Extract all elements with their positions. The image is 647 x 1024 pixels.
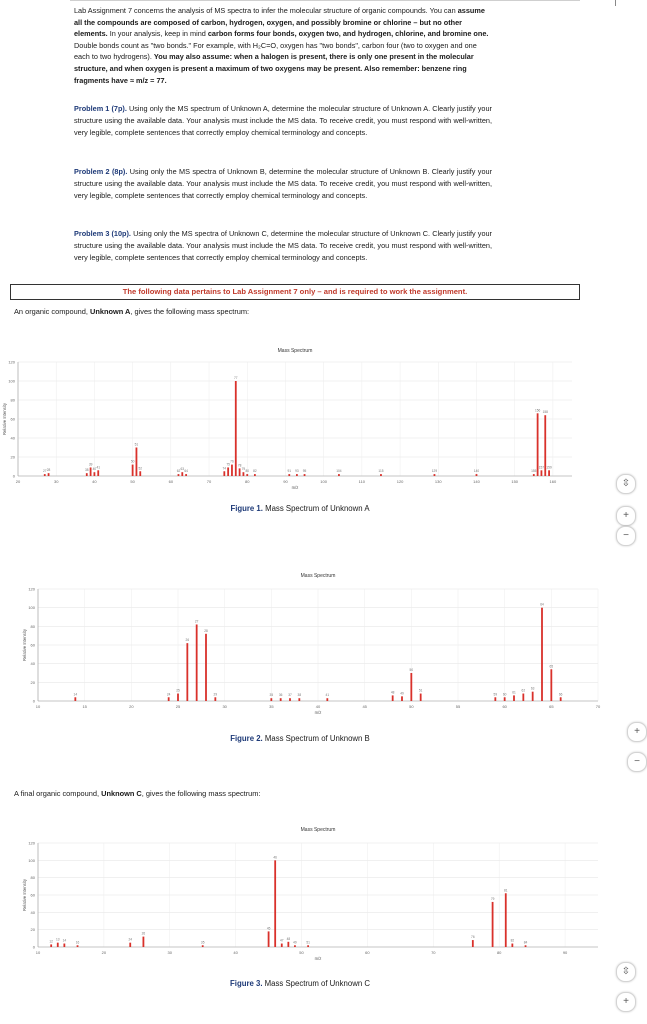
- figure-3-text: Mass Spectrum of Unknown C: [262, 979, 370, 988]
- x-tick-label: 100: [320, 479, 327, 484]
- spectrum-peak: [129, 943, 131, 947]
- peak-label: 60: [502, 692, 507, 697]
- peak-label: 74: [222, 466, 227, 471]
- peak-label: 159: [546, 465, 552, 470]
- spectrum-peak: [298, 698, 300, 701]
- spectrum-peak: [196, 624, 198, 701]
- y-tick-label: 0: [12, 473, 15, 479]
- chart-title: Mass Spectrum: [300, 573, 336, 579]
- intro-text-2: assume all the compounds are composed of carbon, hydrogen, oxygen, and possibly bromine or chlorine – but no other elements.: [74, 6, 485, 39]
- intro-text-3: In your analysis, keep in mind: [107, 29, 208, 39]
- expand-icon-2[interactable]: ⇳: [616, 962, 636, 982]
- unknown-a-intro: [14, 307, 249, 317]
- spectrum-peak: [410, 673, 412, 701]
- spectrum-peak: [90, 467, 92, 476]
- peak-label: 25: [176, 688, 180, 693]
- peak-label: 65: [549, 664, 554, 669]
- x-tick-label: 20: [101, 950, 107, 955]
- intro-text-5: Double bonds count as "two bonds." For example, with H₂C=O, oxygen has "two bonds", carbon four (two to oxygen and one each to two hydrogens).: [74, 40, 477, 62]
- peak-label: 63: [180, 467, 185, 472]
- y-tick-label: 40: [30, 909, 35, 915]
- peak-label: 16: [75, 940, 80, 945]
- spectrum-peak: [63, 944, 65, 947]
- y-tick-label: 80: [30, 623, 35, 629]
- peak-label: 82: [510, 938, 515, 943]
- peak-label: 51: [134, 442, 139, 447]
- peak-label: 48: [286, 936, 291, 941]
- peak-label: 12: [49, 939, 53, 944]
- spectrum-peak: [97, 470, 99, 476]
- peak-label: 37: [288, 693, 292, 698]
- spectrum-peak: [472, 940, 474, 947]
- spectrum-peak: [181, 472, 183, 476]
- mass-spectrum-chart-c: [0, 819, 600, 971]
- figure-2-text: Mass Spectrum of Unknown B: [262, 734, 370, 743]
- peak-label: 50: [409, 668, 414, 672]
- peak-label: 115: [378, 469, 384, 474]
- peak-label: 39: [88, 462, 93, 467]
- problem-2: [74, 166, 492, 202]
- chart-title: Mass Spectrum: [277, 348, 313, 354]
- mass-spectrum-chart-b: [0, 565, 600, 725]
- y-tick-label: 100: [28, 605, 35, 611]
- intro-paragraph: [74, 5, 492, 86]
- peak-label: 104: [336, 469, 342, 474]
- data-notice-box: The following data pertains to Lab Assignment 7 only – and is required to work the assignment.: [10, 284, 580, 300]
- x-tick-label: 150: [511, 479, 519, 484]
- spectrum-peak: [50, 944, 52, 947]
- unknown-a-intro-post: , gives the following mass spectrum:: [130, 307, 250, 316]
- mass-spectrum-chart-a: [0, 340, 600, 500]
- peak-label: 79: [241, 467, 246, 472]
- peak-label: 14: [73, 692, 78, 697]
- peak-label: 13: [55, 937, 60, 942]
- peak-label: 26: [185, 638, 190, 643]
- spectrum-peak: [289, 698, 291, 701]
- peak-label: 27: [42, 469, 47, 474]
- peak-label: 155: [531, 469, 537, 474]
- x-tick-label: 60: [365, 950, 370, 955]
- spectrum-peak: [177, 694, 179, 701]
- figure-3-label: Figure 3.: [230, 979, 263, 988]
- problem-1: [74, 103, 492, 139]
- spectrum-peak: [541, 470, 543, 476]
- y-tick-label: 100: [28, 857, 35, 863]
- y-tick-label: 60: [30, 642, 35, 648]
- x-tick-label: 65: [549, 704, 554, 709]
- spectrum-peak: [202, 945, 204, 947]
- peak-label: 77: [234, 376, 238, 380]
- peak-label: 52: [138, 466, 143, 471]
- spectrum-peak: [550, 669, 552, 701]
- x-tick-label: 140: [473, 479, 480, 484]
- spectrum-peak: [280, 698, 282, 701]
- spectrum-peak: [235, 381, 237, 476]
- peak-label: 28: [46, 468, 51, 473]
- spectrum-peak: [186, 643, 188, 701]
- page-edge-mark: [615, 0, 616, 6]
- peak-label: 29: [213, 692, 218, 697]
- problem-3: [74, 228, 492, 264]
- y-tick-label: 120: [8, 359, 15, 365]
- x-axis-label: m/z: [314, 956, 322, 961]
- peak-label: 129: [431, 469, 438, 474]
- problem-3-title: Problem 3 (10p).: [74, 229, 131, 238]
- y-tick-label: 60: [10, 416, 15, 422]
- y-tick-label: 40: [30, 661, 35, 667]
- peak-label: 91: [287, 469, 292, 474]
- x-tick-label: 120: [396, 479, 404, 484]
- peak-label: 38: [297, 693, 302, 698]
- peak-label: 158: [542, 410, 548, 415]
- x-tick-label: 50: [130, 479, 135, 484]
- x-tick-label: 40: [315, 704, 321, 709]
- zoom-out-button-2[interactable]: −: [627, 752, 647, 772]
- peak-label: 35: [200, 940, 205, 945]
- x-tick-label: 160: [549, 479, 557, 484]
- y-tick-label: 20: [30, 927, 35, 933]
- spectrum-peak: [270, 698, 272, 701]
- y-tick-label: 120: [28, 840, 35, 846]
- x-axis-label: m/z: [314, 710, 322, 715]
- peak-label: 84: [523, 940, 528, 945]
- x-tick-label: 10: [35, 704, 41, 709]
- spectrum-peak: [57, 943, 59, 947]
- x-tick-label: 110: [358, 479, 366, 484]
- peak-label: 41: [96, 465, 101, 470]
- spectrum-peak: [401, 696, 403, 701]
- x-tick-label: 60: [502, 704, 507, 709]
- unknown-c-intro-name: Unknown C: [101, 789, 142, 798]
- x-tick-label: 50: [409, 704, 414, 709]
- peak-label: 45: [266, 926, 271, 931]
- x-tick-label: 70: [595, 704, 601, 709]
- peak-label: 24: [128, 937, 133, 942]
- peak-label: 156: [534, 408, 541, 413]
- intro-text-6: You may also assume: when a halogen is present, there is only one present in the molecular structure, and when oxygen is present a maximum of two oxygens may be present. Also remember: benzene ring fragments have ≈ m/z = 77.: [74, 52, 474, 85]
- y-tick-label: 80: [30, 875, 35, 881]
- spectrum-peak: [168, 697, 170, 701]
- peak-label: 93: [295, 469, 299, 474]
- x-tick-label: 35: [269, 704, 274, 709]
- spectrum-peak: [239, 468, 241, 476]
- y-tick-label: 0: [32, 698, 35, 704]
- peak-label: 49: [293, 940, 297, 945]
- spectrum-peak: [288, 474, 290, 476]
- peak-label: 66: [558, 692, 563, 697]
- unknown-a-intro-pre: An organic compound,: [14, 307, 91, 316]
- x-tick-label: 20: [129, 704, 134, 709]
- x-tick-label: 30: [222, 704, 227, 709]
- y-axis-label: Relative Intensity: [22, 879, 27, 911]
- peak-label: 64: [540, 602, 544, 607]
- x-tick-label: 80: [245, 479, 250, 484]
- x-tick-label: 50: [299, 950, 304, 955]
- spectrum-peak: [48, 473, 50, 476]
- spectrum-peak: [326, 698, 328, 701]
- y-tick-label: 0: [32, 944, 35, 950]
- zoom-out-button[interactable]: −: [616, 526, 636, 546]
- spectrum-peak: [560, 697, 562, 701]
- x-tick-label: 45: [362, 704, 367, 709]
- peak-label: 51: [306, 940, 310, 945]
- peak-label: 61: [512, 690, 516, 695]
- figure-1-text: Mass Spectrum of Unknown A: [262, 504, 370, 513]
- chart-title: Mass Spectrum: [300, 827, 336, 833]
- peak-label: 41: [325, 693, 330, 698]
- peak-label: 46: [273, 855, 277, 860]
- peak-label: 63: [530, 686, 535, 691]
- spectrum-peak: [476, 474, 478, 476]
- peak-label: 28: [204, 628, 208, 633]
- spectrum-peak: [254, 474, 256, 476]
- x-tick-label: 55: [455, 704, 461, 709]
- spectrum-peak: [44, 474, 46, 476]
- peak-label: 26: [141, 931, 146, 936]
- x-tick-label: 40: [92, 479, 97, 484]
- peak-label: 76: [471, 935, 475, 940]
- peak-label: 76: [230, 459, 234, 464]
- figure-2-label: Figure 2.: [230, 734, 263, 743]
- zoom-in-button-3[interactable]: +: [616, 992, 636, 1012]
- peak-label: 49: [400, 691, 404, 696]
- x-tick-label: 25: [175, 704, 181, 709]
- x-tick-label: 130: [434, 479, 442, 484]
- x-tick-label: 30: [53, 479, 59, 484]
- peak-label: 95: [302, 469, 307, 474]
- spectrum-peak: [139, 471, 141, 476]
- spectrum-peak: [231, 465, 233, 476]
- figure-1-label: Figure 1.: [230, 504, 263, 513]
- spectrum-peak: [77, 945, 79, 947]
- zoom-in-button[interactable]: +: [616, 506, 636, 526]
- spectrum-peak: [287, 942, 289, 947]
- figure-1-caption: [0, 504, 600, 514]
- spectrum-peak: [205, 634, 207, 701]
- peak-label: 35: [269, 693, 274, 698]
- spectrum-peak: [94, 472, 96, 476]
- spectrum-peak: [74, 697, 76, 701]
- spectrum-peak: [307, 945, 309, 947]
- y-axis-label: Relative Intensity: [22, 629, 27, 661]
- y-tick-label: 40: [10, 435, 15, 441]
- peak-label: 75: [226, 462, 230, 467]
- peak-label: 81: [503, 888, 508, 893]
- unknown-c-intro-pre: A final organic compound,: [14, 789, 102, 798]
- spectrum-peak: [505, 893, 507, 947]
- x-tick-label: 90: [562, 950, 568, 955]
- x-tick-label: 80: [496, 950, 502, 955]
- peak-label: 64: [184, 469, 188, 474]
- spectrum-peak: [513, 695, 515, 701]
- spectrum-peak: [136, 448, 138, 477]
- x-tick-label: 70: [431, 950, 436, 955]
- peak-label: 48: [390, 690, 395, 695]
- figure-2-caption: [0, 734, 600, 744]
- unknown-c-intro-post: , gives the following mass spectrum:: [141, 789, 261, 798]
- peak-label: 79: [490, 896, 495, 901]
- spectrum-peak: [294, 945, 296, 947]
- spectrum-peak: [522, 694, 524, 701]
- x-tick-label: 70: [206, 479, 212, 484]
- spectrum-peak: [494, 697, 496, 701]
- problem-1-text: Using only the MS spectrum of Unknown A, determine the molecular structure of Unknown A. Clearly justify your structure using the available data. Your analysis must include the MS data. To receive credit, you must respond with well-written, very legible, complete sentences that correctly employ chemical terminology and concepts.: [74, 104, 492, 138]
- peak-label: 24: [166, 692, 171, 697]
- spectrum-peak: [380, 474, 382, 476]
- problem-2-text: Using only the MS spectra of Unknown B, determine the molecular structure of Unknown B. Clearly justify your structure using the available data. Your analysis must include the MS data. To receive credit, you must respond with well-written, very legible, complete sentences that correctly employ chemical terminology and concepts.: [74, 167, 492, 201]
- problem-3-text: Using only the MS spectra of Unknown C, determine the molecular structure of Unknown C. Clearly justify your structure using the available data. Your analysis must include the MS data. To receive credit, you must respond with well-written, very legible, complete sentences that correctly employ chemical terminology and concepts.: [74, 229, 492, 263]
- spectrum-peak: [86, 473, 88, 476]
- x-tick-label: 90: [283, 479, 288, 484]
- peak-label: 36: [278, 693, 283, 698]
- y-tick-label: 20: [10, 454, 15, 460]
- y-tick-label: 60: [30, 892, 35, 898]
- expand-icon[interactable]: ⇳: [616, 474, 636, 494]
- peak-label: 59: [493, 692, 498, 697]
- peak-label: 157: [538, 465, 545, 470]
- peak-label: 62: [521, 688, 526, 693]
- spectrum-peak: [223, 471, 225, 476]
- y-axis-label: Relative Intensity: [2, 403, 7, 435]
- x-tick-label: 20: [15, 479, 21, 484]
- zoom-in-button-2[interactable]: +: [627, 722, 647, 742]
- peak-label: 80: [245, 469, 250, 474]
- spectrum-peak: [532, 692, 534, 701]
- peak-label: 27: [194, 619, 199, 624]
- spectrum-peak: [281, 944, 283, 947]
- spectrum-peak: [338, 474, 340, 476]
- unknown-a-intro-name: Unknown A: [90, 307, 131, 316]
- spectrum-peak: [214, 697, 216, 701]
- spectrum-peak: [548, 470, 550, 476]
- x-tick-label: 15: [82, 704, 87, 709]
- peak-label: 14: [62, 938, 67, 943]
- problem-2-title: Problem 2 (8p).: [74, 167, 128, 176]
- figure-3-caption: [0, 979, 600, 989]
- spectrum-peak: [525, 945, 527, 947]
- spectrum-peak: [304, 474, 306, 476]
- y-tick-label: 120: [28, 586, 35, 592]
- spectrum-peak: [420, 694, 422, 701]
- x-tick-label: 30: [167, 950, 172, 955]
- spectrum-peak: [185, 474, 187, 476]
- spectrum-peak: [243, 472, 245, 476]
- peak-label: 38: [84, 468, 89, 473]
- spectrum-peak: [178, 474, 180, 476]
- spectrum-peak: [274, 860, 276, 947]
- y-tick-label: 80: [10, 397, 15, 403]
- spectrum-peak: [246, 474, 248, 476]
- peak-label: 47: [279, 938, 284, 943]
- spectrum-peak: [227, 467, 229, 476]
- spectrum-peak: [511, 944, 513, 947]
- peak-label: 51: [418, 688, 423, 693]
- peak-label: 140: [473, 469, 480, 474]
- spectrum-peak: [533, 474, 535, 476]
- x-tick-label: 60: [168, 479, 174, 484]
- spectrum-peak: [504, 697, 506, 701]
- y-tick-label: 20: [30, 679, 35, 685]
- spectrum-peak: [541, 608, 543, 701]
- spectrum-peak: [392, 695, 394, 701]
- page-top-border: [70, 0, 580, 1]
- peak-label: 50: [130, 459, 135, 464]
- intro-text-4: carbon forms four bonds, oxygen two, and hydrogen, chlorine, and bromine one.: [207, 29, 489, 39]
- peak-label: 78: [237, 463, 242, 468]
- peak-label: 82: [253, 469, 257, 474]
- spectrum-peak: [434, 474, 436, 476]
- spectrum-peak: [296, 474, 298, 476]
- problem-1-title: Problem 1 (7p).: [74, 104, 127, 113]
- intro-text-1: Lab Assignment 7 concerns the analysis of MS spectra to infer the molecular structure of organic compounds. You can: [74, 6, 458, 15]
- spectrum-peak: [143, 937, 145, 947]
- spectrum-peak: [268, 931, 270, 947]
- peak-label: 40: [92, 467, 97, 472]
- x-tick-label: 10: [35, 950, 41, 955]
- unknown-c-intro: [14, 789, 260, 799]
- y-tick-label: 100: [8, 378, 15, 384]
- peak-label: 62: [176, 469, 181, 474]
- spectrum-peak: [132, 465, 134, 476]
- x-axis-label: m/z: [291, 485, 299, 490]
- spectrum-peak: [492, 902, 494, 947]
- x-tick-label: 40: [233, 950, 238, 955]
